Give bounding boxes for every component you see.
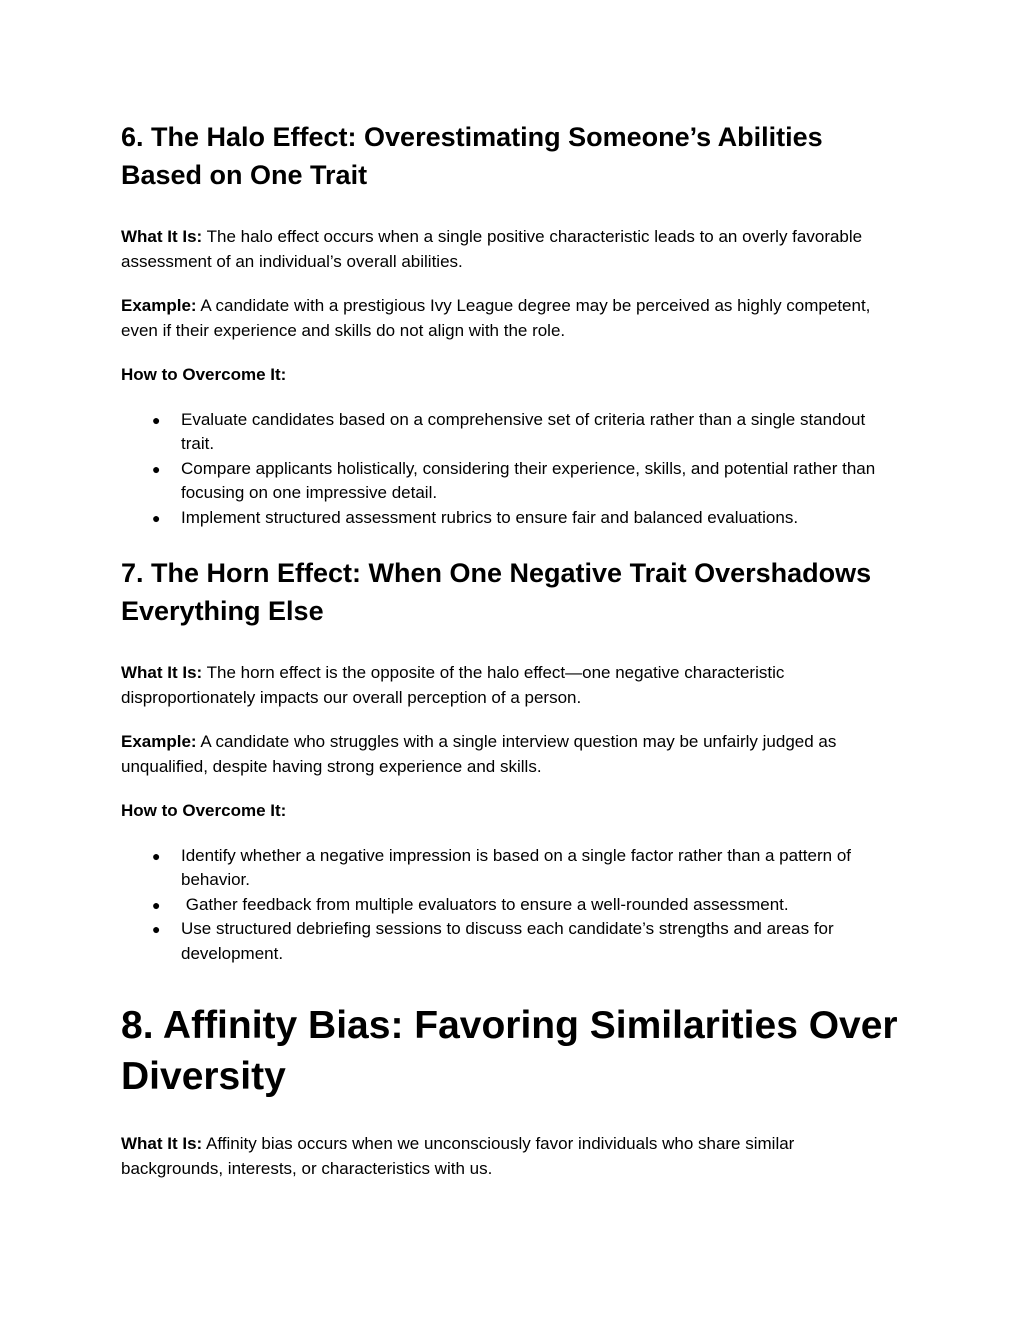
example-label: Example: <box>121 732 197 751</box>
list-item-text: Identify whether a negative impression is based on a single factor rather than a pattern of behavior. <box>181 845 852 889</box>
bullet-icon: ● <box>152 921 161 937</box>
list-item <box>121 408 900 457</box>
list-item-text: Compare applicants holistically, considering their experience, skills, and potential rather than focusing on one impressive detail. <box>181 458 876 502</box>
list-item <box>121 893 900 918</box>
what-it-is-text: Affinity bias occurs when we unconsciously favor individuals who share similar backgrounds, interests, or characteristics with us. <box>121 1134 795 1178</box>
example-paragraph <box>121 294 900 343</box>
what-it-is-label: What It Is: <box>121 227 203 246</box>
section-heading: 8. Affinity Bias: Favoring Similarities Over Diversity <box>121 1004 898 1098</box>
section-heading: 7. The Horn Effect: When One Negative Trait Overshadows Everything Else <box>121 558 872 626</box>
bullet-icon: ● <box>152 896 161 913</box>
list-item-text: Gather feedback from multiple evaluators to ensure a well-rounded assessment. <box>181 894 789 914</box>
list-item-text: Implement structured assessment rubrics to ensure fair and balanced evaluations. <box>181 507 799 527</box>
what-it-is-paragraph <box>121 1132 900 1181</box>
what-it-is-label: What It Is: <box>121 1134 203 1153</box>
what-it-is-text: The halo effect occurs when a single positive characteristic leads to an overly favorable assessment of an individual’s overall abilities. <box>121 227 863 271</box>
example-label: Example: <box>121 296 197 315</box>
bullet-icon: ● <box>152 847 161 864</box>
list-item <box>121 844 900 893</box>
overcome-list <box>121 408 900 531</box>
what-it-is-label: What It Is: <box>121 663 203 682</box>
what-it-is-paragraph <box>121 661 900 710</box>
how-to-overcome-label: How to Overcome It: <box>121 365 287 384</box>
example-text: A candidate who struggles with a single interview question may be unfairly judged as unqualified, despite having strong experience and skills. <box>121 732 837 776</box>
list-item <box>121 917 900 966</box>
overcome-list <box>121 844 900 967</box>
section-heading: 6. The Halo Effect: Overestimating Someone’s Abilities Based on One Trait <box>121 122 823 190</box>
how-to-overcome-label: How to Overcome It: <box>121 801 287 820</box>
section-horn-effect <box>121 554 900 1000</box>
bullet-icon: ● <box>152 460 161 477</box>
example-text: A candidate with a prestigious Ivy League degree may be perceived as highly competent, even if their experience and skills do not align with the role. <box>121 296 871 340</box>
what-it-is-text: The horn effect is the opposite of the halo effect—one negative characteristic disproportionately impacts our overall perception of a person. <box>121 663 785 707</box>
section-halo-effect <box>121 118 900 554</box>
list-item-text: Evaluate candidates based on a comprehensive set of criteria rather than a single standout trait. <box>181 409 866 453</box>
bullet-icon: ● <box>152 411 161 428</box>
bullet-icon: ● <box>152 509 161 526</box>
list-item <box>121 506 900 531</box>
what-it-is-paragraph <box>121 225 900 274</box>
list-item-text: Use structured debriefing sessions to discuss each candidate’s strengths and areas for development. <box>181 919 834 963</box>
list-item <box>121 457 900 506</box>
section-affinity-bias <box>121 1000 900 1181</box>
example-paragraph <box>121 730 900 779</box>
